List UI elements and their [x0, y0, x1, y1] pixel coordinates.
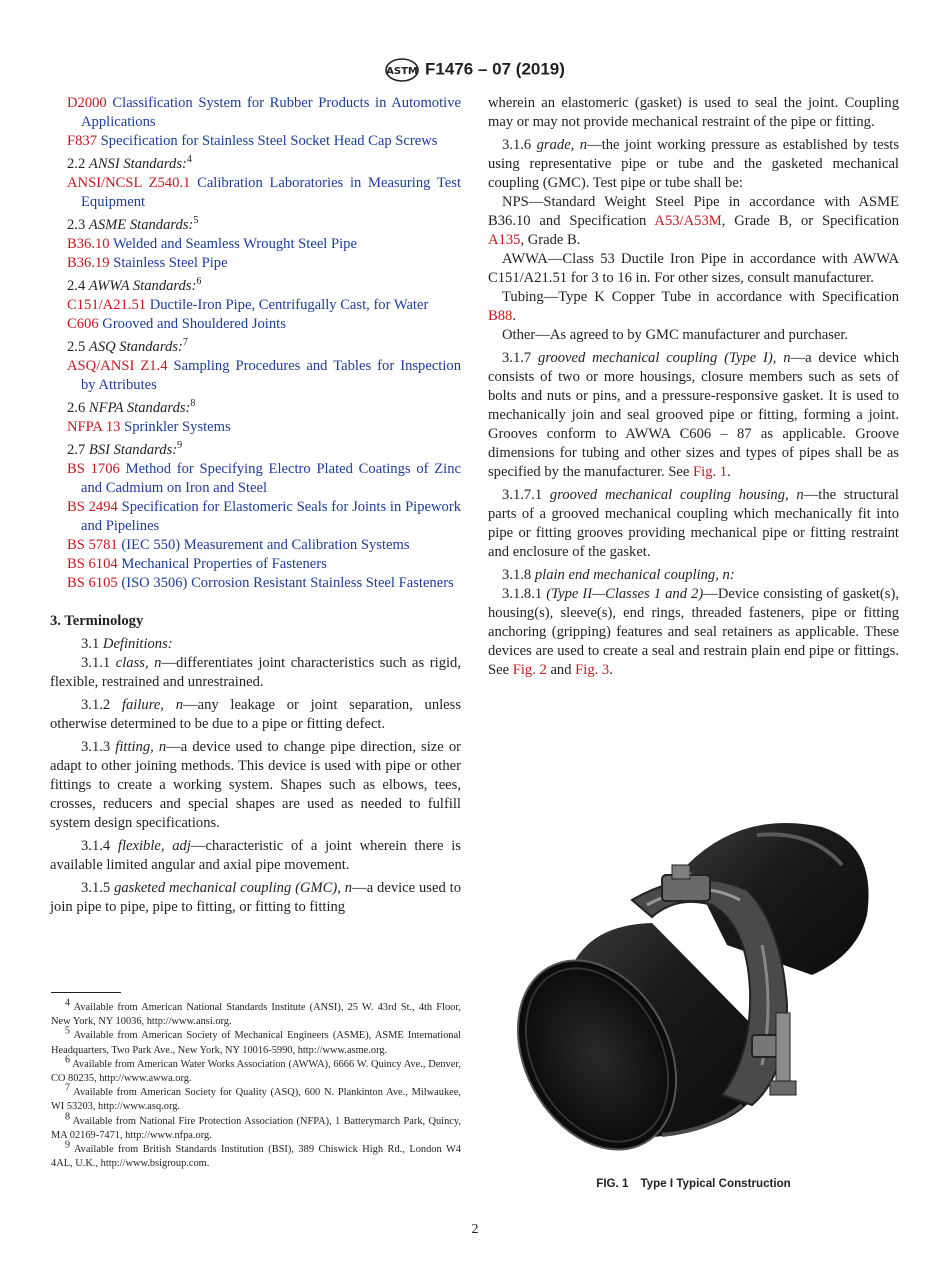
ref-c151[interactable]: C151/A21.51 Ductile-Iron Pipe, Centrifugally Cast, for Water	[67, 297, 429, 313]
link-fig2[interactable]: Fig. 2	[512, 662, 547, 678]
def-3-1-8-1: 3.1.8.1 (Type II—Classes 1 and 2)—Device consisting of gasket(s), housing(s), sleeve(s), end rings, threaded fasteners, pipe or fitting anchoring (gripping) features and seal retainers as applicable. These devices are used to create a seal and restrain plain end pipe or fittings. See Fig. 2 and Fig. 3.	[488, 586, 899, 678]
section-3-heading: 3. Terminology	[50, 613, 144, 629]
link-fig1[interactable]: Fig. 1	[693, 464, 728, 480]
section-2-5: 2.5 ASQ Standards:$^7$	[67, 337, 188, 355]
page-number: 2	[471, 1222, 479, 1237]
def-3-1-4: 3.1.4 flexible, adj—characteristic of a joint wherein there is available limited angular and axial pipe movement.	[50, 838, 461, 873]
ref-bs2494[interactable]: BS 2494 Specification for Elastomeric Seals for Joints in Pipework and Pipelines	[67, 499, 462, 534]
grade-tubing: Tubing—Type K Copper Tube in accordance with Specification B88.	[488, 289, 899, 324]
link-b88[interactable]: B88	[488, 308, 513, 324]
ref-c606[interactable]: C606 Grooved and Shouldered Joints	[67, 316, 286, 332]
def-3-1-1: 3.1.1 class, n—differentiates joint characteristics such as rigid, flexible, restrained and unrestrained.	[50, 655, 462, 690]
grade-nps: NPS—Standard Weight Steel Pipe in accordance with ASME B36.10 and Specification A53/A53M, Grade B, or Specification A135, Grade B.	[488, 194, 899, 248]
astm-logo-icon	[385, 58, 419, 82]
def-3-1-7: 3.1.7 grooved mechanical coupling (Type I), n—a device which consists of two or more housings, closure members such as sets of bolts and nuts or pins, and a pressure-responsive gasket. It is used to mechanically join and seal grooved pipe or fitting, forming a joint. Grooves conform to AWWA C606 – 87 as applicable. Groove dimensions for tubing and other sizes and types of pipes shall be as specified by the manufacturer. See Fig. 1.	[488, 350, 900, 480]
def-3-1-7-1: 3.1.7.1 grooved mechanical coupling housing, n—the structural parts of a grooved mechanical coupling which mechanically fit into pipe or fitting grooves providing mechanical pipe or fitting restraint and enclosure of the gasket.	[488, 487, 899, 560]
page-header	[0, 58, 950, 82]
ref-b36-19[interactable]: B36.19 Stainless Steel Pipe	[67, 255, 228, 271]
section-2-4: 2.4 AWWA Standards:$^6$	[67, 276, 202, 294]
ref-bs6105[interactable]: BS 6105 (ISO 3506) Corrosion Resistant Stainless Steel Fasteners	[67, 575, 454, 591]
ref-bs1706[interactable]: BS 1706 Method for Specifying Electro Plated Coatings of Zinc and Cadmium on Iron and Steel	[67, 461, 462, 496]
document-designation: F1476 – 07 (2019)	[425, 59, 565, 79]
footnote-7: $^7$ Available from American Society for Quality (ASQ), 600 N. Plankinton Ave., Milwaukee, WI 53203, http://www.asq.org.	[51, 1082, 461, 1113]
footnote-rule	[51, 992, 121, 993]
grade-other: Other—As agreed to by GMC manufacturer and purchaser.	[502, 327, 849, 343]
def-3-1-8: 3.1.8 plain end mechanical coupling, n:	[502, 567, 735, 583]
def-3-1-5: 3.1.5 gasketed mechanical coupling (GMC), n—a device used to join pipe to pipe, pipe to fitting, or fitting to fitting	[50, 880, 461, 915]
section-2-2: 2.2 ANSI Standards:$^4$	[67, 154, 192, 172]
link-a135[interactable]: A135	[488, 232, 521, 248]
coupling-photo	[512, 805, 882, 1170]
grade-awwa: AWWA—Class 53 Ductile Iron Pipe in accordance with AWWA C151/A21.51 for 3 to 16 in. For other sizes, consult manufacturer.	[488, 251, 899, 286]
figure-label: FIG. 1	[596, 1177, 629, 1190]
def-3-1: 3.1 Definitions:	[81, 636, 173, 652]
footnote-5: $^5$ Available from American Society of Mechanical Engineers (ASME), ASME International Headquarters, Two Park Ave., New York, NY 10016-5990, http://www.asme.org.	[51, 1025, 461, 1056]
svg-text:ASTM: ASTM	[386, 66, 418, 77]
ref-d2000[interactable]: D2000 Classification System for Rubber Products in Automotive Applications	[67, 95, 461, 130]
link-a53[interactable]: A53/A53M	[654, 213, 722, 229]
def-3-1-2: 3.1.2 failure, n—any leakage or joint separation, unless otherwise determined to be due to a pipe or fitting defect.	[50, 697, 462, 732]
right-column	[488, 94, 899, 680]
def-3-1-6: 3.1.6 grade, n—the joint working pressure as established by tests using representative pipe or tube and the gasketed mechanical coupling (GMC). Test pipe or tube shall be:	[488, 137, 899, 191]
def-3-1-3: 3.1.3 fitting, n—a device used to change pipe direction, size or adapt to other joining methods. This device is used with pipe or other fittings to create a working system. Shapes such as elbows, tees, crosses, reducers and special shapes are used as needed to fulfill system design specifications.	[50, 739, 461, 831]
ref-nfpa13[interactable]: NFPA 13 Sprinkler Systems	[67, 419, 231, 435]
footnote-9: $^9$ Available from British Standards Institution (BSI), 389 Chiswick High Rd., London W4 4AL, U.K., http://www.bsigroup.com.	[51, 1139, 461, 1170]
section-2-3: 2.3 ASME Standards:$^5$	[67, 215, 199, 233]
footnote-6: $^6$ Available from American Water Works Association (AWWA), 6666 W. Quincy Ave., Denver, CO 80235, http://www.awwa.org.	[51, 1054, 461, 1085]
ref-bs6104[interactable]: BS 6104 Mechanical Properties of Fasteners	[67, 556, 327, 572]
section-2-7: 2.7 BSI Standards:$^9$	[67, 440, 183, 458]
section-2-6: 2.6 NFPA Standards:$^8$	[67, 398, 196, 416]
ref-ansi-z540[interactable]: ANSI/NCSL Z540.1 Calibration Laboratories in Measuring Test Equipment	[67, 175, 462, 210]
footnote-8: $^8$ Available from National Fire Protection Association (NFPA), 1 Batterymarch Park, Quincy, MA 02169-7471, http://www.nfpa.org.	[51, 1111, 461, 1141]
figure-title: Type I Typical Construction	[640, 1177, 791, 1190]
footnote-4: $^4$ Available from American National Standards Institute (ANSI), 25 W. 43rd St., 4th Floor, New York, NY 10036, http://www.ansi.org.	[51, 997, 461, 1028]
def-3-1-5-continued: wherein an elastomeric (gasket) is used to seal the joint. Coupling may or may not provide mechanical restraint of the pipe or fitting.	[488, 95, 899, 130]
figure-caption	[488, 1177, 899, 1190]
ref-f837[interactable]: F837 Specification for Stainless Steel Socket Head Cap Screws	[67, 133, 438, 149]
ref-asq-z14[interactable]: ASQ/ANSI Z1.4 Sampling Procedures and Tables for Inspection by Attributes	[67, 358, 461, 393]
ref-b36-10[interactable]: B36.10 Welded and Seamless Wrought Steel Pipe	[67, 236, 357, 252]
ref-bs5781[interactable]: BS 5781 (IEC 550) Measurement and Calibration Systems	[67, 537, 410, 553]
link-fig3[interactable]: Fig. 3	[575, 662, 610, 678]
left-column	[50, 94, 462, 917]
footnotes	[51, 997, 461, 1171]
